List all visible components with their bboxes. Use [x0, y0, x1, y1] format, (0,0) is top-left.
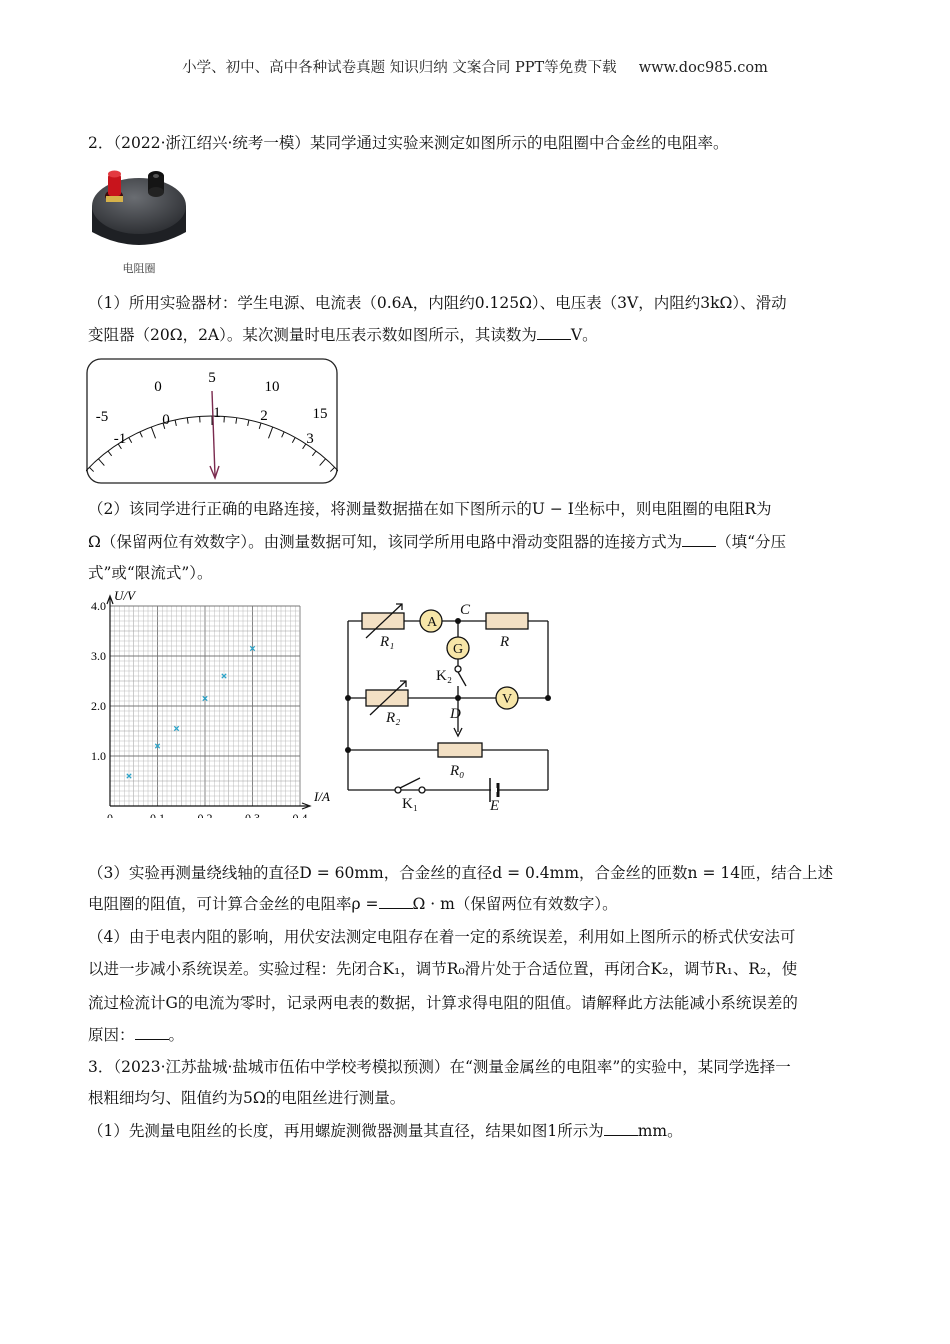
r1-resistor — [362, 613, 404, 629]
q2-part4-text: 原因： — [88, 1026, 135, 1044]
q3-part1-unit: mm。 — [637, 1122, 683, 1140]
answer-blank-diameter[interactable] — [604, 1121, 638, 1136]
bottom-scale-label: -1 — [113, 431, 127, 447]
answer-blank-voltage[interactable] — [537, 325, 571, 340]
q2-part1-line1: （1）所用实验器材：学生电源、电流表（0.6A，内阻约0.125Ω）、电压表（3V，内阻约3kΩ）、滑动 — [88, 294, 787, 312]
q2-part2-text: Ω（保留两位有效数字）。由测量数据可知，该同学所用电路中滑动变阻器的连接方式为 — [88, 533, 683, 551]
q2-part2-line1: （2）该同学进行正确的电路连接，将测量数据描在如下图所示的U − I坐标中，则电阻圈的电阻R为 — [88, 500, 772, 518]
q2-part3-unit: Ω · m（保留两位有效数字）。 — [412, 895, 618, 913]
x-tick-label: 0.2 — [197, 811, 213, 818]
header-url[interactable]: www.doc985.com — [638, 60, 768, 76]
r1-label: R₁ — [380, 634, 395, 650]
ammeter-label: A — [426, 615, 438, 630]
q2-source: （2022·浙江绍兴·统考一模） — [113, 134, 310, 152]
header-text: 小学、初中、高中各种试卷真题 知识归纳 文案合同 PPT等免费下载 — [182, 60, 617, 76]
page-header — [0, 56, 950, 77]
k1-label: K₁ — [402, 796, 419, 812]
top-scale-label: -5 — [95, 409, 109, 425]
galvanometer-label: G — [452, 642, 464, 657]
q3-part1-text: （1）先测量电阻丝的长度，再用螺旋测微器测量其直径，结果如图1所示为 — [88, 1122, 604, 1140]
q2-intro: 某同学通过实验来测定如图所示的电阻圈中合金丝的电阻率。 — [309, 134, 729, 152]
r-label: R — [500, 634, 510, 650]
q2-part1-text: 变阻器（20Ω，2A）。某次测量时电压表示数如图所示，其读数为 — [88, 326, 537, 344]
k1-switch — [400, 778, 420, 788]
answer-blank-connection[interactable] — [682, 532, 716, 547]
x-tick-label: 0.3 — [245, 811, 260, 818]
coil-image — [84, 162, 194, 254]
coil-caption: 电阻圈 — [122, 262, 156, 275]
q2-part2-hint: （填“分压 — [716, 533, 787, 551]
ui-chart — [84, 588, 344, 818]
chart-ylabel: U/V — [114, 588, 135, 603]
r-resistor — [486, 613, 528, 629]
q2-part2-line3: 式”或“限流式”）。 — [88, 564, 213, 582]
q3-title — [88, 1056, 791, 1078]
bottom-scale-label: 0 — [162, 412, 170, 428]
voltmeter-dial — [86, 358, 338, 484]
q3-source: （2023·江苏盐城·盐城市伍佑中学校考模拟预测） — [113, 1058, 450, 1076]
q2-part4-line1: （4）由于电表内阻的影响，用伏安法测定电阻存在着一定的系统误差，利用如上图所示的桥式伏安法可 — [88, 928, 796, 946]
top-scale-label: 15 — [312, 406, 328, 422]
top-scale-label: 5 — [208, 370, 216, 386]
node-c-label: C — [460, 602, 471, 618]
k2-contact — [455, 666, 461, 672]
q3-part1 — [88, 1120, 683, 1142]
q3-number: 3． — [88, 1058, 114, 1076]
k2-label: K₂ — [436, 668, 453, 684]
junction-dots — [345, 618, 551, 753]
y-tick-label: 1.0 — [91, 749, 106, 763]
x-tick-label: 0.4 — [292, 811, 308, 818]
x-tick-label: 0 — [107, 811, 113, 818]
q2-number: 2． — [88, 134, 114, 152]
k1-contact-right — [419, 787, 425, 793]
r0-resistor — [438, 743, 482, 757]
k2-switch — [458, 672, 466, 686]
q2-part4-line4: 原因： 。 — [88, 1026, 185, 1044]
r2-resistor — [366, 690, 408, 706]
answer-blank-reason[interactable] — [135, 1025, 169, 1040]
top-scale-label: 0 — [154, 379, 162, 395]
answer-blank-resistivity[interactable] — [379, 894, 413, 909]
voltmeter-label: V — [501, 692, 513, 707]
q2-part3-line1: （3）实验再测量绕线轴的直径D = 60mm，合金丝的直径d = 0.4mm，合金丝的匝数n = 14匝，结合上述 — [88, 864, 834, 882]
chart-grid — [107, 596, 310, 809]
y-tick-label: 4.0 — [91, 599, 106, 613]
node-d-label: D — [450, 706, 461, 722]
bridge-circuit — [340, 594, 570, 816]
y-tick-label: 2.0 — [91, 699, 106, 713]
q3-line2: 根粗细均匀、阻值约为5Ω的电阻丝进行测量。 — [88, 1089, 406, 1107]
bottom-scale-label: 1 — [213, 405, 221, 421]
top-scale-label: 10 — [264, 379, 280, 395]
chart-xlabel: I/A — [314, 789, 330, 804]
q2-part3-text: 电阻圈的阻值，可计算合金丝的电阻率ρ = — [88, 895, 379, 913]
bottom-scale-label: 2 — [260, 408, 268, 424]
resistance-coil-photo — [84, 162, 194, 274]
q2-title — [88, 132, 728, 154]
r0-label: R₀ — [450, 763, 465, 779]
q3-text: 在“测量金属丝的电阻率”的实验中，某同学选择一 — [449, 1058, 791, 1076]
q2-part2-line2 — [88, 531, 786, 553]
battery-label: E — [490, 798, 500, 814]
q2-part1-line2 — [88, 324, 598, 346]
q2-part1-unit: V。 — [570, 326, 598, 344]
x-tick-label: 0.1 — [150, 811, 165, 818]
bottom-scale-label: 3 — [306, 431, 314, 447]
r2-label: R₂ — [386, 710, 401, 726]
q2-part3-line2 — [88, 893, 618, 915]
q2-part4-line3: 流过检流计G的电流为零时，记录两电表的数据，计算求得电阻的阻值。请解释此方法能减小系统误差的 — [88, 994, 798, 1012]
y-tick-label: 3.0 — [91, 649, 106, 663]
q2-part4-line2: 以进一步减小系统误差。实验过程：先闭合K₁，调节R₀滑片处于合适位置，再闭合K₂，调节R₁、R₂，使 — [88, 960, 798, 978]
